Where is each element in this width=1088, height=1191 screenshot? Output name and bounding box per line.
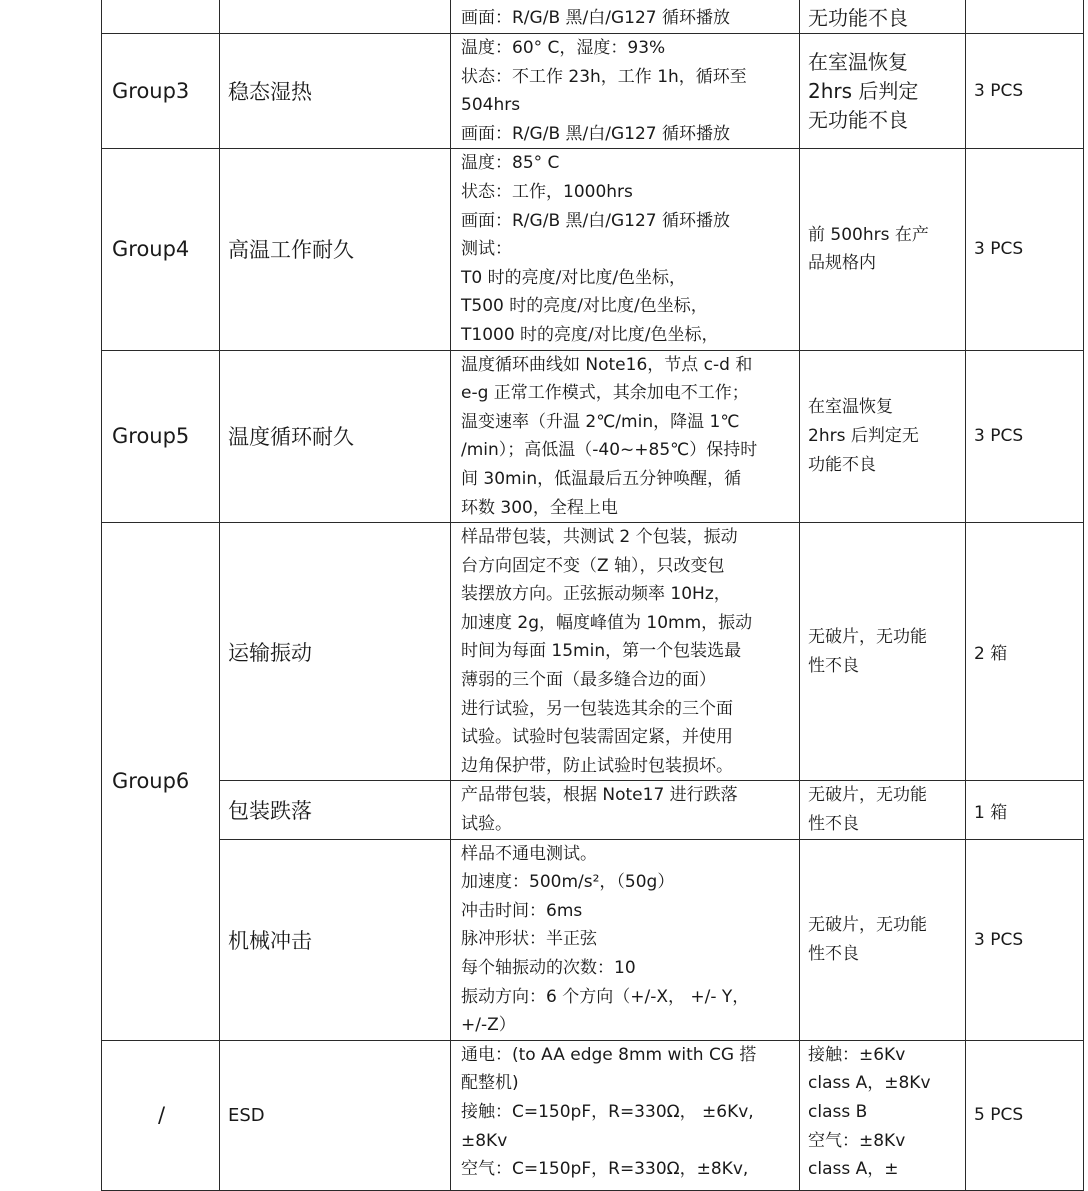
- condition-line: 接触：C=150pF，R=330Ω， ±6Kv,: [461, 1101, 754, 1122]
- condition-line: 温度循环曲线如 Note16，节点 c-d 和: [461, 354, 753, 375]
- criteria-line: 空气：±8Kv: [808, 1130, 906, 1151]
- condition-line: 环数 300，全程上电: [461, 497, 618, 518]
- condition-line: 测试：: [461, 239, 512, 260]
- condition-line: 边角保护带，防止试验时包装损坏。: [461, 755, 733, 776]
- condition-line: 通电：(to AA edge 8mm with CG 搭: [461, 1044, 757, 1065]
- condition-line: e-g 正常工作模式，其余加电不工作；: [461, 383, 749, 404]
- criteria-cell: [800, 149, 966, 350]
- group-label: Group5: [102, 350, 220, 523]
- condition-line: 进行试验，另一包装选其余的三个面: [461, 698, 733, 719]
- condition-line: 脉冲形状：半正弦: [461, 929, 597, 950]
- group-label: Group4: [102, 149, 220, 350]
- quantity: 3 PCS: [966, 839, 1084, 1040]
- criteria-line: 无破片，无功能: [808, 627, 927, 648]
- table-row: [102, 781, 1084, 839]
- criteria-cell: [800, 523, 966, 781]
- condition-line: /min）；高低温（-40~+85℃）保持时: [461, 440, 758, 461]
- condition-line: 空气：C=150pF，R=330Ω，±8Kv,: [461, 1159, 749, 1180]
- criteria-line: class A，±8Kv: [808, 1073, 931, 1094]
- condition-cell: [451, 523, 800, 781]
- condition-cell: [451, 149, 800, 350]
- condition-line: 间 30min，低温最后五分钟唤醒，循: [461, 468, 742, 489]
- condition-line: 试验。试验时包装需固定紧，并使用: [461, 727, 733, 748]
- criteria-line: 功能不良: [808, 454, 876, 475]
- condition-line: 加速度 2g，幅度峰值为 10mm，振动: [461, 612, 753, 633]
- table-row: [102, 149, 1084, 350]
- criteria-line: 无功能不良: [808, 107, 908, 132]
- item-name: 包装跌落: [220, 781, 451, 839]
- item-name: 高温工作耐久: [220, 149, 451, 350]
- condition-line: 画面：R/G/B 黑/白/G127 循环播放: [461, 210, 730, 231]
- condition-line: 温度：60° C，湿度：93%: [461, 38, 666, 58]
- criteria-cell: [800, 34, 966, 149]
- quantity: 1 箱: [966, 781, 1084, 839]
- condition-line: 台方向固定不变（Z 轴），只改变包: [461, 555, 725, 576]
- item-name: ESD: [220, 1040, 451, 1190]
- criteria-line: 前 500hrs 在产: [808, 224, 929, 245]
- quantity: 3 PCS: [966, 350, 1084, 523]
- condition-cell: [451, 0, 800, 34]
- group-label: /: [102, 1040, 220, 1190]
- condition-line: 装摆放方向。正弦振动频率 10Hz，: [461, 584, 731, 605]
- condition-cell: [451, 839, 800, 1040]
- test-spec-table: [101, 0, 1084, 1191]
- criteria-cell: [800, 1040, 966, 1190]
- criteria-cell: [800, 781, 966, 839]
- criteria-line: 性不良: [808, 814, 859, 835]
- group-label: Group3: [102, 34, 220, 149]
- item-name: 运输振动: [220, 523, 451, 781]
- criteria-line: class B: [808, 1101, 868, 1122]
- condition-cell: [451, 34, 800, 149]
- quantity: 3 PCS: [966, 34, 1084, 149]
- condition-line: 加速度：500m/s²，（50g）: [461, 872, 675, 893]
- criteria-line: 在室温恢复: [808, 49, 908, 74]
- criteria-line: 2hrs 后判定无: [808, 426, 919, 447]
- condition-line: 504hrs: [461, 95, 521, 116]
- condition-cell: [451, 350, 800, 523]
- table-row: [102, 523, 1084, 781]
- group-label: Group6: [102, 523, 220, 1041]
- condition-line: 画面：R/G/B 黑/白/G127 循环播放: [461, 123, 730, 144]
- criteria-line: 无功能不良: [808, 6, 908, 30]
- condition-line: 样品不通电测试。: [461, 843, 597, 864]
- condition-line: 状态：工作，1000hrs: [461, 181, 633, 202]
- condition-cell: [451, 781, 800, 839]
- quantity: 3 PCS: [966, 149, 1084, 350]
- condition-line: T500 时的亮度/对比度/色坐标，: [461, 296, 708, 317]
- condition-line: 温变速率（升温 2℃/min，降温 1℃: [461, 411, 740, 432]
- item-cell: [220, 0, 451, 34]
- condition-cell: [451, 1040, 800, 1190]
- criteria-line: 无破片，无功能: [808, 785, 927, 806]
- criteria-cell: [800, 839, 966, 1040]
- criteria-line: 品规格内: [808, 253, 876, 274]
- condition-line: 温度：85° C: [461, 153, 560, 174]
- condition-line: 时间为每面 15min，第一个包装选最: [461, 641, 742, 662]
- condition-line: ±8Kv: [461, 1130, 508, 1151]
- condition-line: 样品带包装，共测试 2 个包装，振动: [461, 527, 738, 548]
- table-row: [102, 350, 1084, 523]
- quantity: 5 PCS: [966, 1040, 1084, 1190]
- table-row: [102, 34, 1084, 149]
- criteria-line: class A，±: [808, 1159, 899, 1180]
- criteria-line: 性不良: [808, 943, 859, 964]
- criteria-line: 在室温恢复: [808, 397, 893, 418]
- condition-line: 每个轴振动的次数：10: [461, 958, 636, 978]
- quantity: 2 箱: [966, 523, 1084, 781]
- condition-line: T0 时的亮度/对比度/色坐标，: [461, 267, 687, 288]
- condition-line: 薄弱的三个面（最多缝合边的面）: [461, 670, 716, 691]
- group-cell: [102, 0, 220, 34]
- table-row: [102, 839, 1084, 1040]
- condition-line: 振动方向：6 个方向（+/-X， +/- Y，: [461, 986, 750, 1007]
- condition-line: T1000 时的亮度/对比度/色坐标，: [461, 324, 719, 345]
- condition-line: 配整机): [461, 1073, 519, 1094]
- table-row: [102, 0, 1084, 34]
- criteria-line: 无破片，无功能: [808, 915, 927, 936]
- item-name: 稳态湿热: [220, 34, 451, 149]
- condition-line: +/-Z）: [461, 1015, 516, 1036]
- condition-line: 产品带包装，根据 Note17 进行跌落: [461, 785, 738, 806]
- condition-line: 状态：不工作 23h，工作 1h，循环至: [461, 66, 747, 87]
- condition-line: 试验。: [461, 814, 512, 835]
- criteria-cell: [800, 0, 966, 34]
- criteria-line: 接触：±6Kv: [808, 1044, 906, 1065]
- item-name: 机械冲击: [220, 839, 451, 1040]
- criteria-line: 2hrs 后判定: [808, 78, 919, 103]
- item-name: 温度循环耐久: [220, 350, 451, 523]
- quantity-cell: [966, 0, 1084, 34]
- criteria-line: 性不良: [808, 655, 859, 676]
- condition-line: 冲击时间：6ms: [461, 900, 583, 921]
- table-row: [102, 1040, 1084, 1190]
- condition-line: 画面：R/G/B 黑/白/G127 循环播放: [461, 8, 730, 29]
- criteria-cell: [800, 350, 966, 523]
